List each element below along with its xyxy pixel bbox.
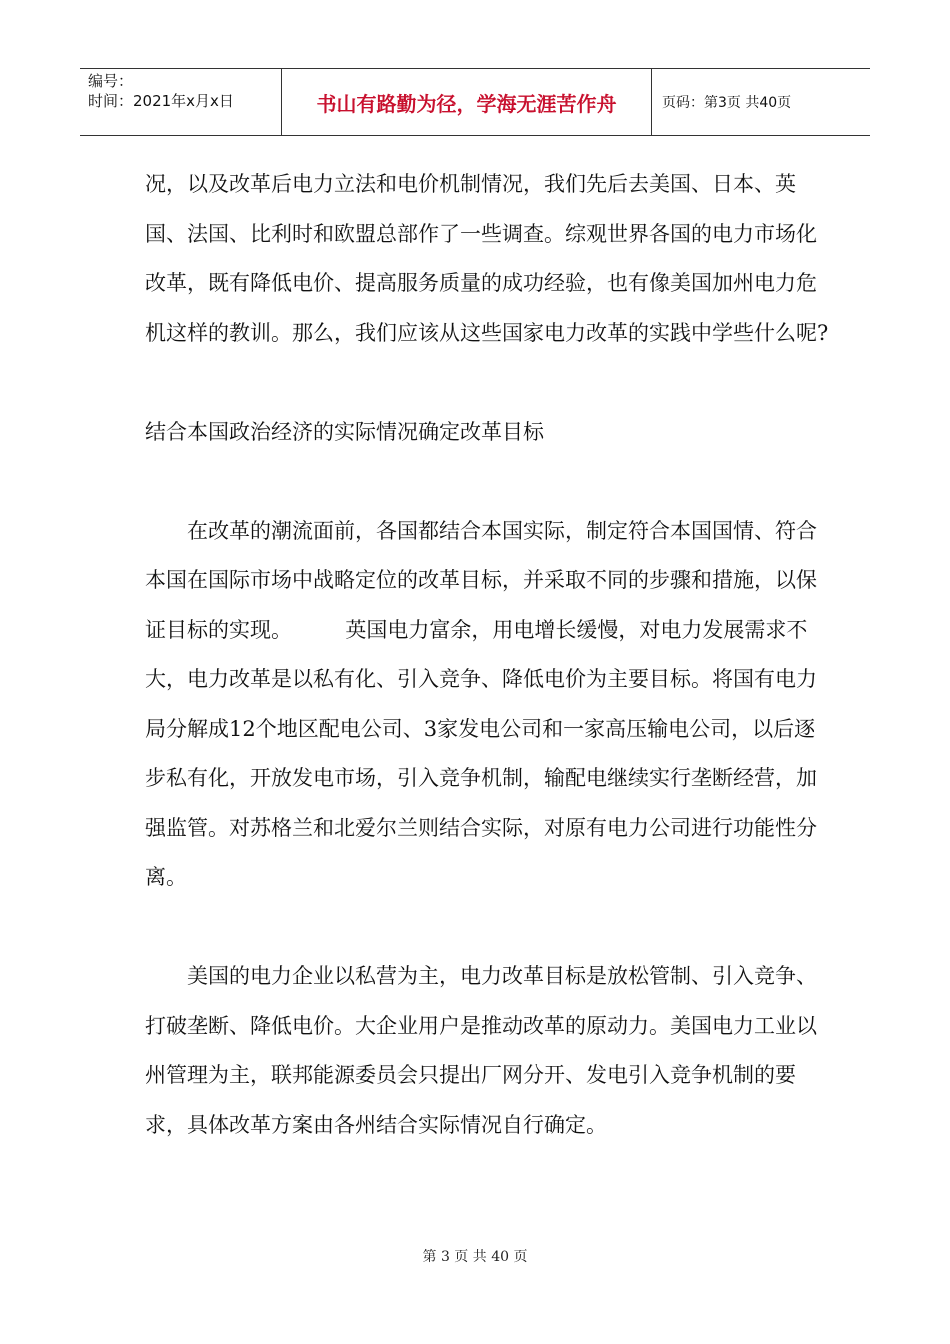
document-body [145,160,835,1150]
header-page-code: 页码：第3页 共40页 [662,95,792,111]
document-header [80,68,870,136]
header-motto: 书山有路勤为径，学海无涯苦作舟 [282,69,652,135]
header-meta [80,69,282,135]
body-paragraph-2: 在改革的潮流面前，各国都结合本国实际，制定符合本国国情、符合本国在国际市场中战略定位的改革目标，并采取不同的步骤和措施，以保证目标的实现。 英国电力富余，用电增长缓慢，对电力发展需求不大，电力改革是以私有化、引入竞争、降低电价为主要目标。将国有电力局分解成12个地区配电公司、3家发电公司和一家高压输电公司，以后逐步私有化，开放发电市场，引入竞争机制，输配电继续实行垄断经营，加强监管。对苏格兰和北爱尔兰则结合实际，对原有电力公司进行功能性分离。 [145,518,817,889]
section-heading: 结合本国政治经济的实际情况确定改革目标 [145,419,544,444]
document-number-label: 编号： [88,72,134,90]
document-time-label: 时间：2021年x月x日 [88,92,234,110]
body-paragraph-1: 况，以及改革后电力立法和电价机制情况，我们先后去美国、日本、英国、法国、比利时和欧盟总部作了一些调查。综观世界各国的电力市场化改革，既有降低电价、提高服务质量的成功经验，也有像美国加州电力危机这样的教训。那么，我们应该从这些国家电力改革的实践中学些什么呢? [145,172,829,345]
page-footer: 第 3 页 共 40 页 [422,1249,528,1265]
body-paragraph-3: 美国的电力企业以私营为主，电力改革目标是放松管制、引入竞争、打破垄断、降低电价。大企业用户是推动改革的原动力。美国电力工业以州管理为主，联邦能源委员会只提出厂网分开、发电引入竞争机制的要求，具体改革方案由各州结合实际情况自行确定。 [145,964,817,1137]
